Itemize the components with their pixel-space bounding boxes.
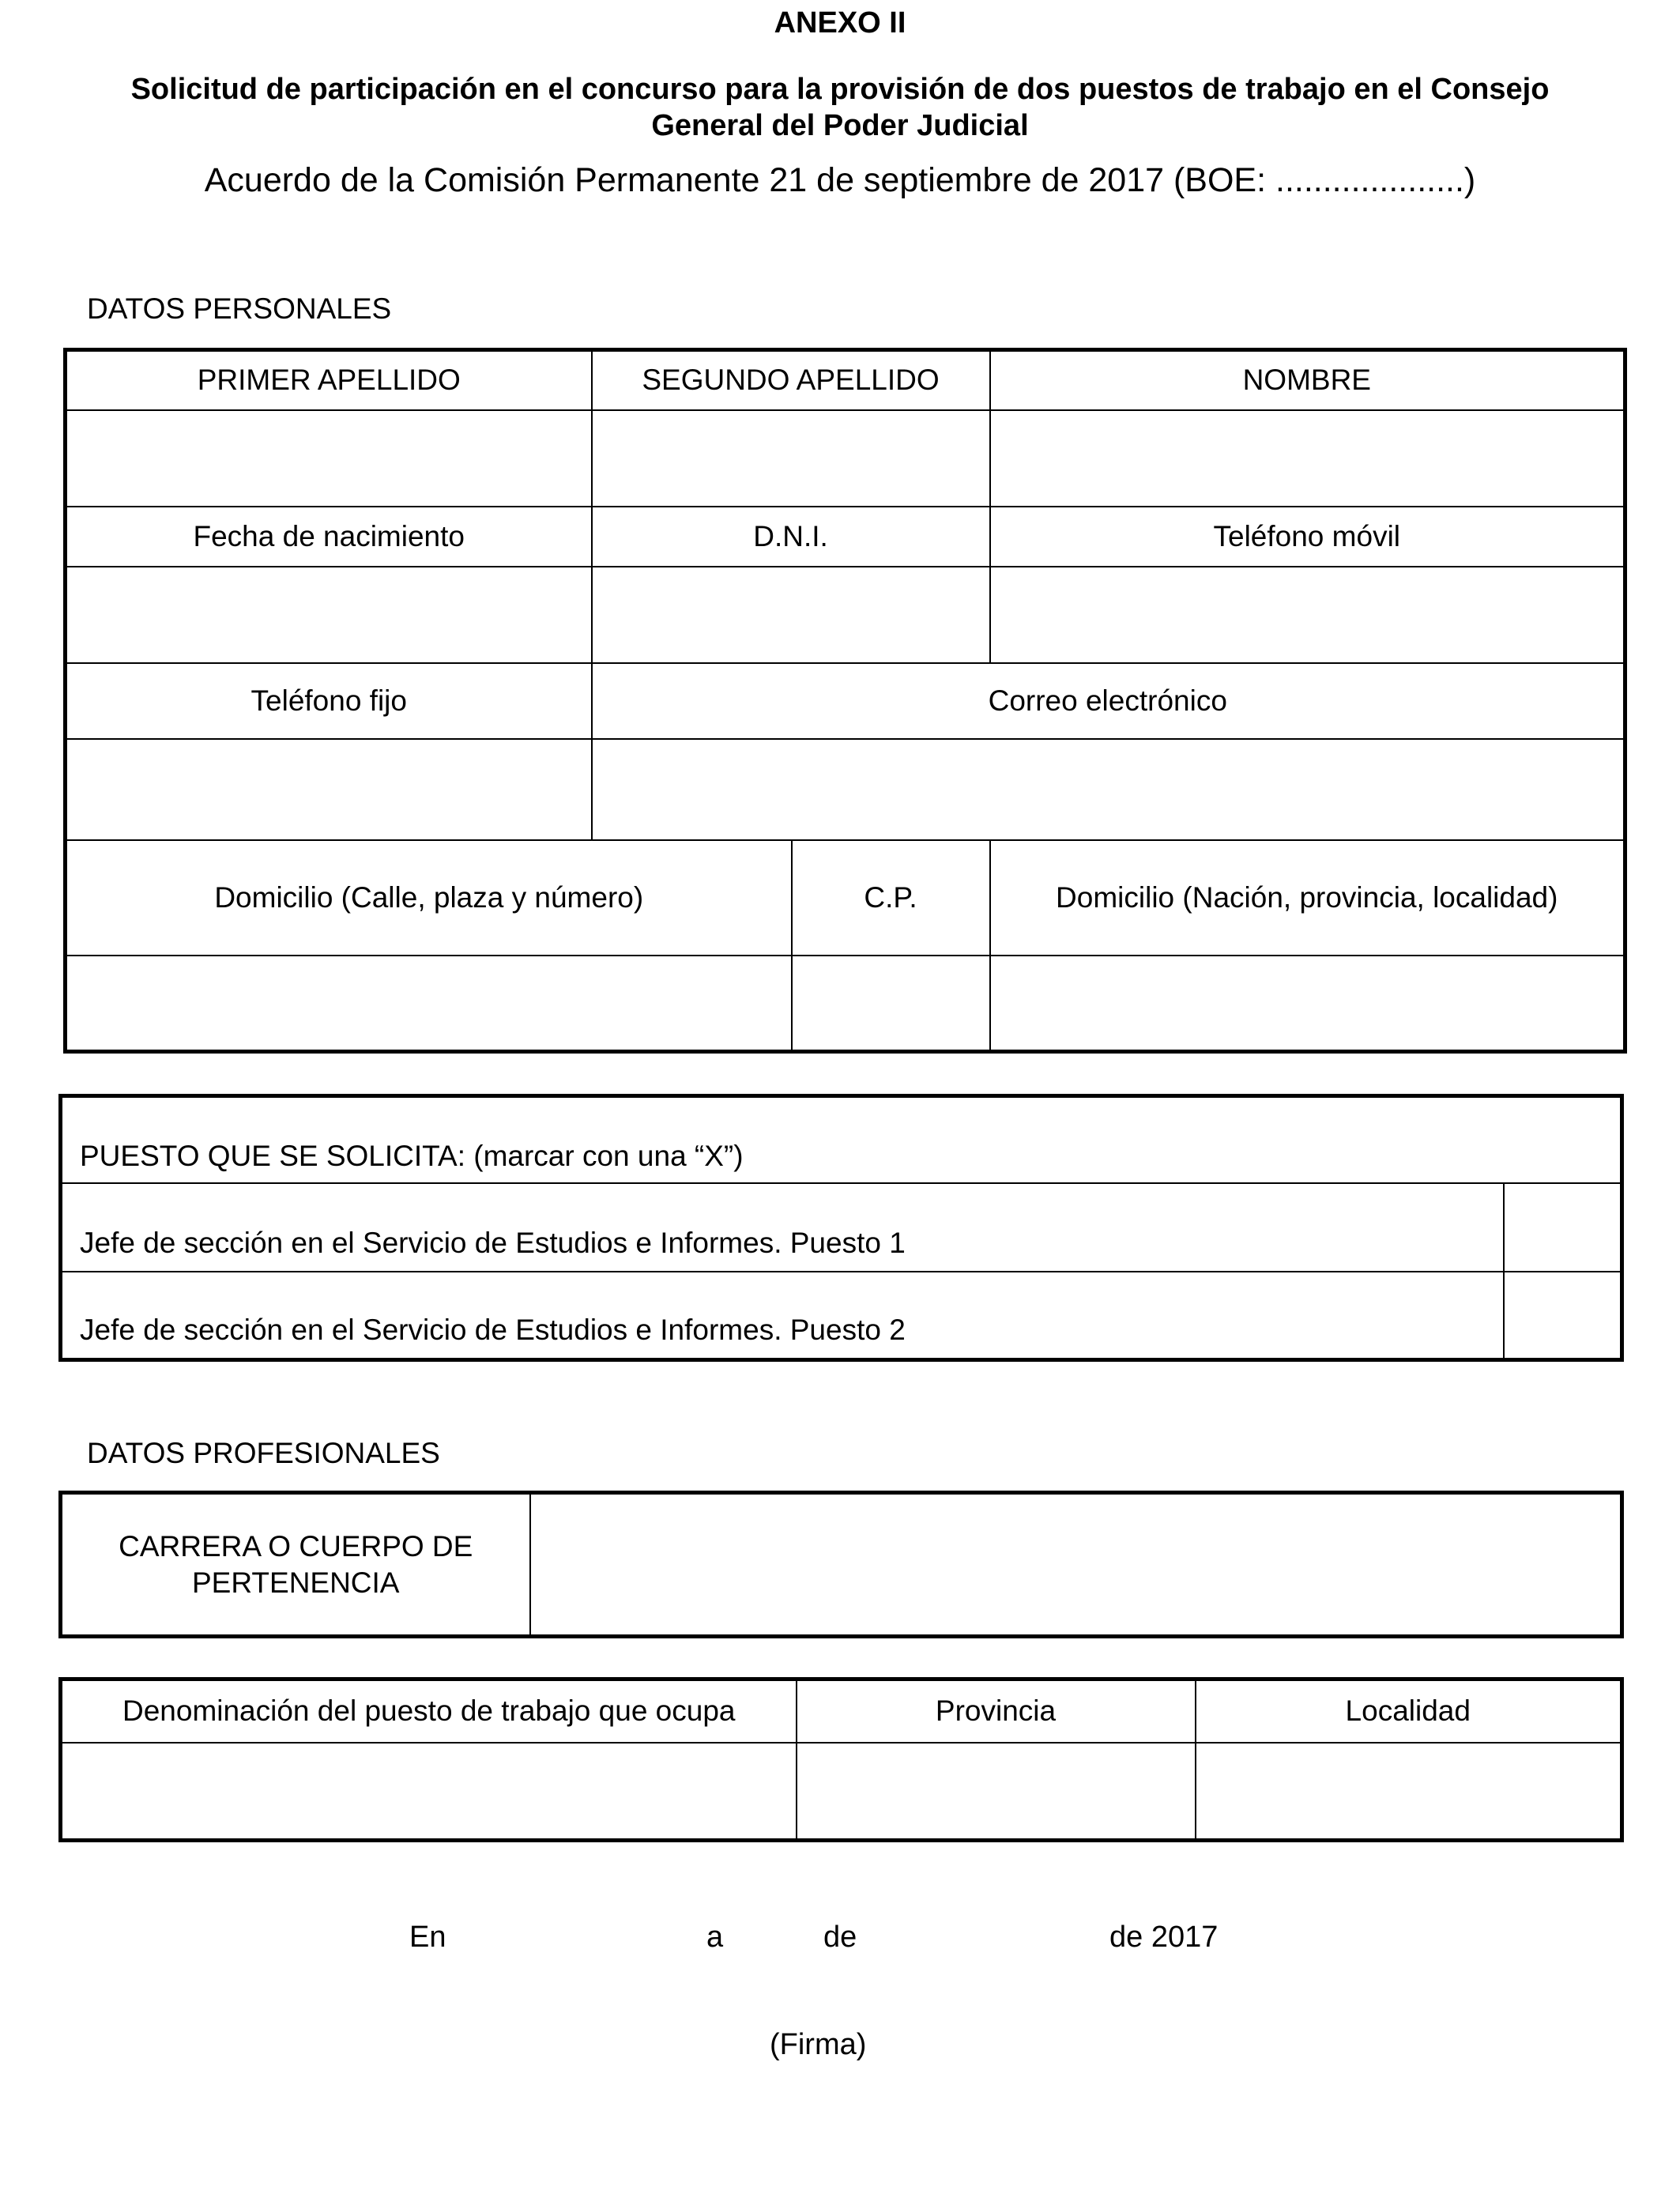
header-dni: D.N.I. — [592, 507, 990, 567]
header-nombre: NOMBRE — [990, 350, 1625, 410]
input-fecha-nacimiento[interactable] — [66, 567, 592, 663]
input-primer-apellido[interactable] — [66, 410, 592, 507]
header-denominacion-puesto: Denominación del puesto de trabajo que ocupa — [61, 1679, 797, 1743]
header-cp: C.P. — [792, 840, 990, 956]
input-correo-electronico[interactable] — [592, 739, 1625, 840]
input-dni[interactable] — [592, 567, 990, 663]
position-header: PUESTO QUE SE SOLICITA: (marcar con una “X”) — [61, 1096, 1622, 1183]
document-title — [95, 71, 1585, 144]
position-option-1-checkbox[interactable] — [1504, 1183, 1622, 1272]
annex-title: ANEXO II — [774, 6, 906, 40]
personal-section-label: DATOS PERSONALES — [87, 292, 392, 325]
footer-en: En — [409, 1921, 446, 1954]
career-label: CARRERA O CUERPO DE PERTENENCIA — [61, 1493, 530, 1637]
header-localidad: Localidad — [1196, 1679, 1622, 1743]
header-primer-apellido: PRIMER APELLIDO — [66, 350, 592, 410]
input-domicilio-nacion[interactable] — [990, 956, 1625, 1052]
position-option-2-checkbox[interactable] — [1504, 1272, 1622, 1360]
input-cp[interactable] — [792, 956, 990, 1052]
input-domicilio-calle[interactable] — [66, 956, 792, 1052]
header-correo-electronico: Correo electrónico — [592, 663, 1625, 739]
professional-section-label: DATOS PROFESIONALES — [87, 1437, 440, 1469]
career-input[interactable] — [530, 1493, 1622, 1637]
header-telefono-movil: Teléfono móvil — [990, 507, 1625, 567]
agreement-reference: Acuerdo de la Comisión Permanente 21 de septiembre de 2017 (BOE: ....................) — [204, 161, 1476, 199]
input-telefono-fijo[interactable] — [66, 739, 592, 840]
document-title-line1: Solicitud de participación en el concurso para la provisión de dos puestos de trabajo en el Consejo — [130, 73, 1550, 106]
personal-data-table — [63, 348, 1627, 1054]
document-title-line2: General del Poder Judicial — [651, 109, 1029, 142]
job-table — [58, 1677, 1624, 1842]
input-denominacion-puesto[interactable] — [61, 1743, 797, 1841]
header-domicilio-nacion: Domicilio (Nación, provincia, localidad) — [990, 840, 1625, 956]
input-nombre[interactable] — [990, 410, 1625, 507]
input-localidad[interactable] — [1196, 1743, 1622, 1841]
header-fecha-nacimiento: Fecha de nacimiento — [66, 507, 592, 567]
position-option-2-label: Jefe de sección en el Servicio de Estudios e Informes. Puesto 2 — [61, 1272, 1504, 1360]
header-domicilio-calle: Domicilio (Calle, plaza y número) — [66, 840, 792, 956]
input-provincia[interactable] — [797, 1743, 1196, 1841]
position-option-1-label: Jefe de sección en el Servicio de Estudios e Informes. Puesto 1 — [61, 1183, 1504, 1272]
position-table — [58, 1094, 1624, 1362]
header-provincia: Provincia — [797, 1679, 1196, 1743]
input-telefono-movil[interactable] — [990, 567, 1625, 663]
footer-de-year: de 2017 — [1109, 1921, 1219, 1954]
footer-de: de — [823, 1921, 857, 1954]
header-segundo-apellido: SEGUNDO APELLIDO — [592, 350, 990, 410]
career-table — [58, 1491, 1624, 1638]
header-telefono-fijo: Teléfono fijo — [66, 663, 592, 739]
signature-label: (Firma) — [770, 2028, 867, 2061]
input-segundo-apellido[interactable] — [592, 410, 990, 507]
footer-a: a — [706, 1921, 724, 1954]
